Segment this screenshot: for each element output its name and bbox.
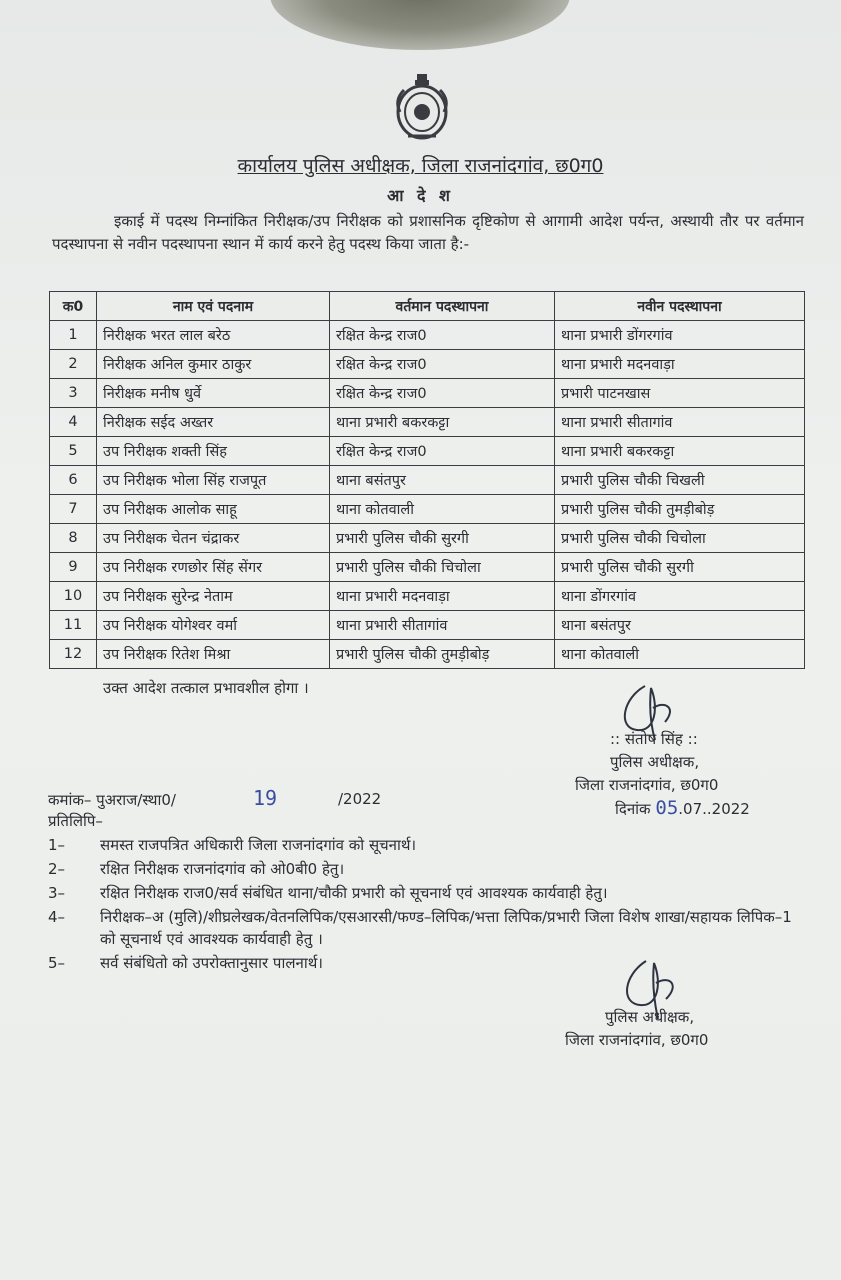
footer-district: जिला राजनांदगांव, छ0ग0: [565, 1031, 709, 1049]
signatory-block: [575, 728, 775, 821]
copy-label: प्रतिलिपि–: [48, 812, 103, 830]
order-label: आ दे श: [387, 186, 454, 205]
cell-current-posting: प्रभारी पुलिस चौकी चिचोला: [330, 553, 555, 582]
cell-name: उप निरीक्षक भोला सिंह राजपूत: [97, 466, 330, 495]
list-item: 4– निरीक्षक–अ (मुलि)/शीघ्रलेखक/वेतनलिपिक/एसआरसी/फण्ड–लिपिक/भत्ता लिपिक/प्रभारी जिला विशेष शाखा/सहायक लिपिक–1 को सूचनार्थ एवं आवश्यक कार्यवाही हेतु ।: [48, 908, 792, 948]
cell-new-posting: थाना बसंतपुर: [555, 611, 805, 640]
cell-new-posting: थाना कोतवाली: [555, 640, 805, 669]
cell-name: उप निरीक्षक शक्ती सिंह: [97, 437, 330, 466]
cell-current-posting: थाना प्रभारी मदनवाड़ा: [330, 582, 555, 611]
list-item: 3– रक्षित निरीक्षक राज0/सर्व संबंधित थाना/चौकी प्रभारी को सूचनार्थ एवं आवश्यक कार्यवाही हेतु।: [48, 884, 608, 902]
signatory-name: :: संतोष सिंह ::: [610, 730, 698, 748]
cell-new-posting: प्रभारी पुलिस चौकी चिखली: [555, 466, 805, 495]
table-row: [50, 408, 805, 437]
blurred-object: [270, 0, 570, 50]
reference-number: 19: [253, 786, 278, 810]
cell-new-posting: प्रभारी पाटनखास: [555, 379, 805, 408]
footer-signatory: [565, 1006, 785, 1052]
reference-line: [48, 786, 382, 810]
cell-current-posting: प्रभारी पुलिस चौकी सुरगी: [330, 524, 555, 553]
cell-name: निरीक्षक भरत लाल बरेठ: [97, 321, 330, 350]
cell-serial: 10: [50, 582, 97, 611]
cell-serial: 4: [50, 408, 97, 437]
col-serial: क0: [50, 292, 97, 321]
table-row: [50, 524, 805, 553]
cell-serial: 8: [50, 524, 97, 553]
cell-new-posting: थाना प्रभारी बकरकट्टा: [555, 437, 805, 466]
table-header-row: [50, 292, 805, 321]
table-row: [50, 350, 805, 379]
cell-name: उप निरीक्षक योगेश्वर वर्मा: [97, 611, 330, 640]
date-day: 05: [655, 797, 679, 819]
cell-current-posting: रक्षित केन्द्र राज0: [330, 350, 555, 379]
cell-new-posting: प्रभारी पुलिस चौकी तुमड़ीबोड़: [555, 495, 805, 524]
cell-current-posting: प्रभारी पुलिस चौकी तुमड़ीबोड़: [330, 640, 555, 669]
cell-current-posting: थाना बसंतपुर: [330, 466, 555, 495]
table-row: [50, 582, 805, 611]
reference-year: /2022: [338, 790, 382, 808]
footer-designation: पुलिस अधीक्षक,: [605, 1008, 695, 1026]
cell-name: उप निरीक्षक रितेश मिश्रा: [97, 640, 330, 669]
cell-new-posting: थाना डोंगरगांव: [555, 582, 805, 611]
table-row: [50, 611, 805, 640]
cell-new-posting: थाना प्रभारी मदनवाड़ा: [555, 350, 805, 379]
table-row: [50, 495, 805, 524]
cell-new-posting: थाना प्रभारी सीतागांव: [555, 408, 805, 437]
cell-serial: 12: [50, 640, 97, 669]
table-row: [50, 321, 805, 350]
signatory-district: जिला राजनांदगांव, छ0ग0: [575, 776, 719, 794]
list-item: 2– रक्षित निरीक्षक राजनांदगांव को ओ0बी0 हेतु।: [48, 860, 345, 878]
cell-name: उप निरीक्षक आलोक साहू: [97, 495, 330, 524]
cell-name: निरीक्षक सईद अख्तर: [97, 408, 330, 437]
list-item: 1– समस्त राजपत्रित अधिकारी जिला राजनांदगांव को सूचनार्थ।: [48, 836, 417, 854]
cell-serial: 11: [50, 611, 97, 640]
cell-current-posting: थाना प्रभारी बकरकट्टा: [330, 408, 555, 437]
table-row: [50, 466, 805, 495]
date-prefix: दिनांक: [615, 800, 651, 818]
cell-name: उप निरीक्षक चेतन चंद्राकर: [97, 524, 330, 553]
table-row: [50, 553, 805, 582]
reference-prefix: कमांक– पुअराज/स्था0/: [48, 791, 176, 809]
office-title: कार्यालय पुलिस अधीक्षक, जिला राजनांदगांव, छ0ग0: [237, 155, 604, 177]
cell-current-posting: रक्षित केन्द्र राज0: [330, 321, 555, 350]
transfer-table: [49, 291, 805, 669]
effective-text: उक्त आदेश तत्काल प्रभावशील होगा ।: [103, 679, 309, 697]
cell-current-posting: रक्षित केन्द्र राज0: [330, 379, 555, 408]
cell-new-posting: प्रभारी पुलिस चौकी चिचोला: [555, 524, 805, 553]
cell-serial: 2: [50, 350, 97, 379]
police-emblem-icon: [390, 72, 454, 144]
cell-name: उप निरीक्षक रणछोर सिंह सेंगर: [97, 553, 330, 582]
cell-name: उप निरीक्षक सुरेन्द्र नेताम: [97, 582, 330, 611]
cell-name: निरीक्षक मनीष धुर्वे: [97, 379, 330, 408]
table-row: [50, 437, 805, 466]
table-row: [50, 640, 805, 669]
col-current-posting: वर्तमान पदस्थापना: [330, 292, 555, 321]
cell-current-posting: थाना कोतवाली: [330, 495, 555, 524]
cell-new-posting: प्रभारी पुलिस चौकी सुरगी: [555, 553, 805, 582]
cell-serial: 1: [50, 321, 97, 350]
cell-current-posting: रक्षित केन्द्र राज0: [330, 437, 555, 466]
order-date: [575, 797, 775, 821]
cell-serial: 9: [50, 553, 97, 582]
cell-serial: 3: [50, 379, 97, 408]
cell-serial: 5: [50, 437, 97, 466]
table-row: [50, 379, 805, 408]
cell-name: निरीक्षक अनिल कुमार ठाकुर: [97, 350, 330, 379]
cell-serial: 6: [50, 466, 97, 495]
intro-paragraph: इकाई में पदस्थ निम्नांकित निरीक्षक/उप निरीक्षक को प्रशासनिक दृष्टिकोण से आगामी आदेश पर्यन्त, अस्थायी तौर पर वर्तमान पदस्थापना से नवीन पदस्थापना स्थान में कार्य करने हेतु पदस्थ किया जाता है:-: [52, 212, 804, 253]
date-rest: .07..2022: [678, 800, 750, 818]
cell-new-posting: थाना प्रभारी डोंगरगांव: [555, 321, 805, 350]
cell-serial: 7: [50, 495, 97, 524]
col-name: नाम एवं पदनाम: [97, 292, 330, 321]
col-new-posting: नवीन पदस्थापना: [555, 292, 805, 321]
cell-current-posting: थाना प्रभारी सीतागांव: [330, 611, 555, 640]
signatory-designation: पुलिस अधीक्षक,: [610, 753, 700, 771]
list-item: 5– सर्व संबंधितो को उपरोक्तानुसार पालनार्थ।: [48, 954, 323, 972]
